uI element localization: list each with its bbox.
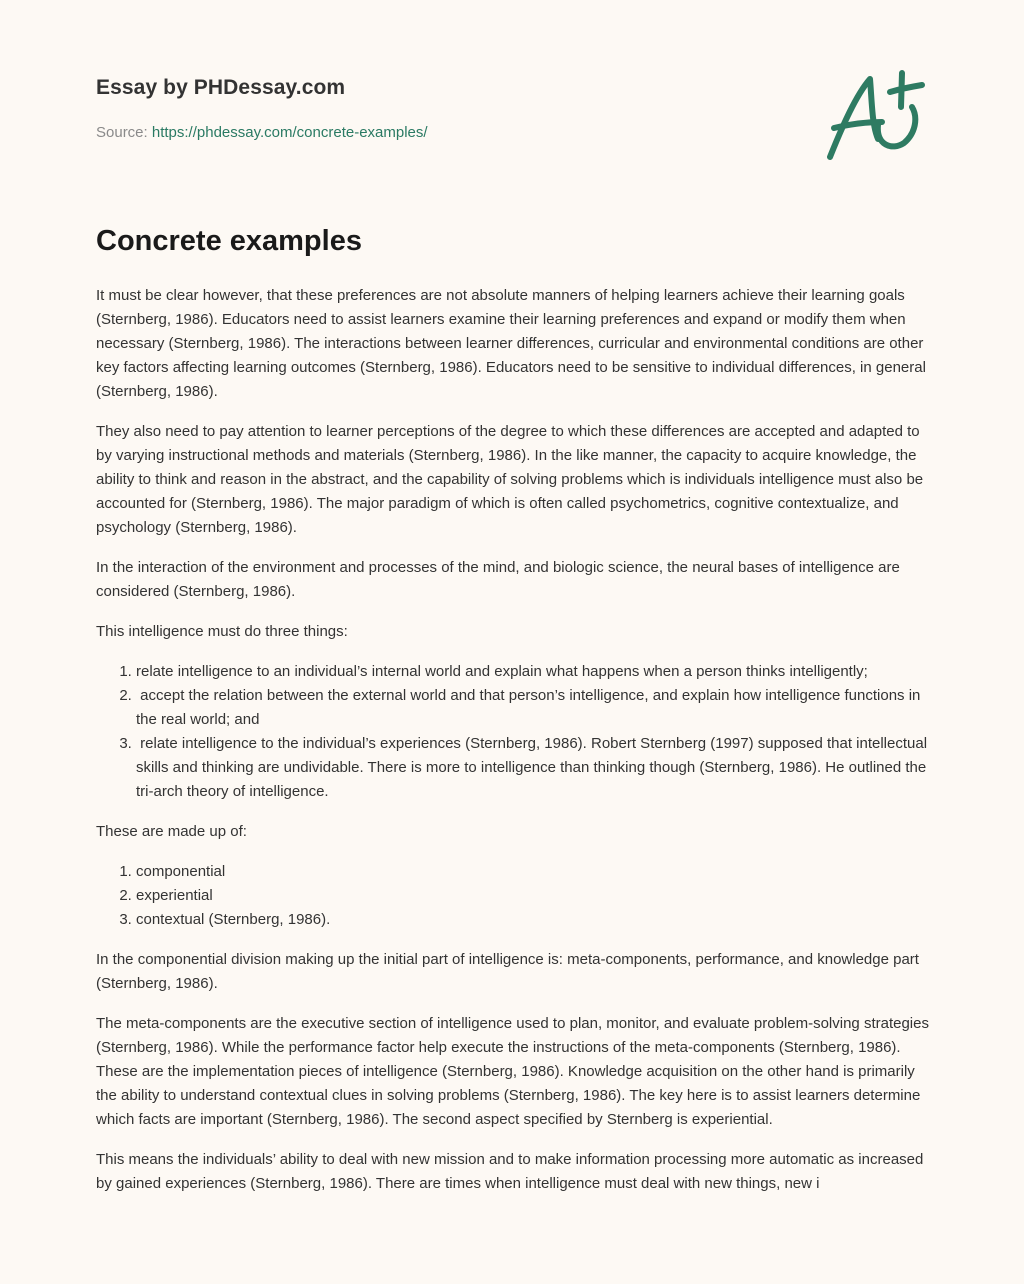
paragraph: This intelligence must do three things: [96,623,348,640]
list-item: 3. relate intelligence to the individual’s experiences (Sternberg, 1986). Robert Sternberg (1997) supposed that intellectual skills and thinking are undividable. There is more to intelligence than thinking though (Sternberg, 1986). He outlined the tri-arch theory of intelligence. [136,732,934,804]
site-title: Essay by PHDessay.com [96,76,346,99]
paragraph: It must be clear however, that these preferences are not absolute manners of helping learners achieve their learning goals (Sternberg, 1986). Educators need to assist learners examine their learning preferences and expand or modify them when necessary (Sternberg, 1986). The interactions between learner differences, curricular and environmental conditions are other key factors affecting learning outcomes (Sternberg, 1986). Educators need to be sensitive to individual differences, in general (Sternberg, 1986). [96,287,926,400]
list-item: 2. accept the relation between the external world and that person’s intelligence, and explain how intelligence functions in the real world; and [136,684,934,732]
list-item: 1. componential [136,860,934,884]
source-line [96,124,428,141]
paragraph: In the componential division making up the initial part of intelligence is: meta-components, performance, and knowledge part (Sternberg, 1986). [96,951,919,992]
paragraph: In the interaction of the environment and processes of the mind, and biologic science, the neural bases of intelligence are considered (Sternberg, 1986). [96,559,900,600]
paragraph: They also need to pay attention to learner perceptions of the degree to which these differences are accepted and adapted to by varying instructional methods and materials (Sternberg, 1986). In the like manner, the capacity to acquire knowledge, the ability to think and reason in the abstract, and the capability of solving problems which is individuals intelligence must also be accounted for (Sternberg, 1986). The major paradigm of which is often called psychometrics, cognitive contextualize, and psychology (Sternberg, 1986). [96,423,924,536]
source-link[interactable]: https://phdessay.com/concrete-examples/ [151,124,428,141]
three-things-list [96,660,934,804]
list-item: 2. experiential [136,884,934,908]
list-item: 3. contextual (Sternberg, 1986). [136,908,934,932]
essay-title: Concrete examples [96,225,362,257]
paragraph: This means the individuals’ ability to deal with new mission and to make information processing more automatic as increased by gained experiences (Sternberg, 1986). There are times when intelligence must deal with new things, new i [96,1151,924,1192]
source-label: Source: [96,124,148,141]
list-item: 1. relate intelligence to an individual’s internal world and explain what happens when a person thinks intelligently; [136,660,934,684]
triarchic-components-list [96,860,934,932]
a-plus-grade-icon [820,65,930,165]
essay-body [96,284,934,1212]
paragraph: These are made up of: [96,823,247,840]
paragraph: The meta-components are the executive section of intelligence used to plan, monitor, and evaluate problem-solving strategies (Sternberg, 1986). While the performance factor help execute the instructions of the meta-components (Sternberg, 1986). These are the implementation pieces of intelligence (Sternberg, 1986). Knowledge acquisition on the other hand is primarily the ability to understand contextual clues in solving problems (Sternberg, 1986). The key here is to assist learners determine which facts are important (Sternberg, 1986). The second aspect specified by Sternberg is experiential. [96,1015,929,1128]
